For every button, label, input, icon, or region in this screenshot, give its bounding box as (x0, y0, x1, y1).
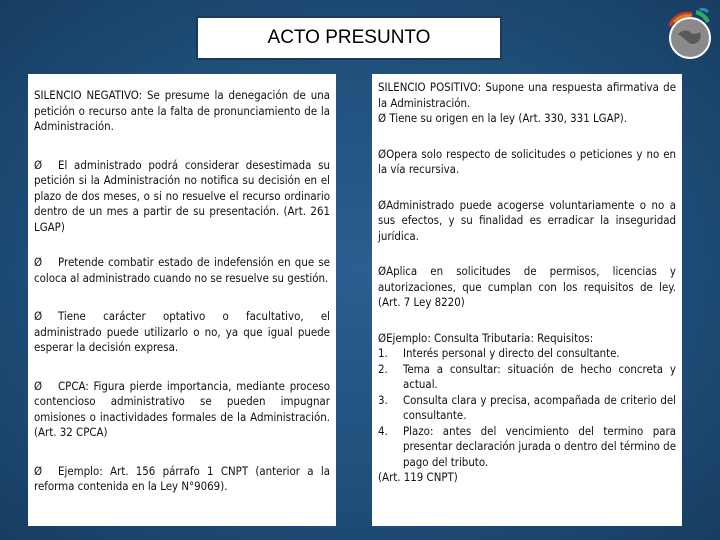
list-item: 1. Interés personal y directo del consultante. (378, 346, 620, 360)
bullet-item: Ø Ejemplo: Art. 156 párrafo 1 CNPT (anterior a la reforma contenida en la Ley N°9069). (34, 463, 330, 493)
example-heading: ØEjemplo: Consulta Tributaria: Requisitos: (378, 330, 594, 345)
bullet-arrow-icon: Ø (34, 463, 43, 478)
closing-reference: (Art. 119 CNPT) (378, 470, 458, 484)
bullet-arrow-icon: Ø (378, 146, 387, 161)
bullet-arrow-icon: Ø (34, 309, 43, 323)
bullet-arrow-icon: Ø (378, 197, 387, 212)
bullet-item: Ø Tiene carácter optativo o facultativo, el administrado puede utilizarlo o no, ya que igual puede esperar la decisión expresa. (34, 309, 330, 354)
list-item: 3. Consulta clara y precisa, acompañada de criterio del consultante. (378, 392, 676, 422)
bullet-item: ØAdministrado puede acogerse voluntariamente o no a sus efectos, y su finalidad es erradicar la inseguridad jurídica. (378, 197, 676, 243)
requirements-list (378, 346, 676, 470)
bullet-arrow-icon: Ø (378, 330, 387, 345)
page-title: ACTO PRESUNTO (196, 16, 502, 60)
bullet-arrow-icon: Ø (34, 255, 43, 269)
bullet-arrow-icon: Ø (34, 378, 43, 393)
bullet-item: Ø El administrado podrá considerar desestimada su petición si la Administración no notifica su decisión en el plazo de dos meses, o si no resuelve el recurso ordinario dentro de un mes a partir de su presentación. (Art. 261 LGAP) (34, 157, 330, 234)
bullet-item: Ø Tiene su origen en la ley (Art. 330, 331 LGAP). (378, 111, 628, 125)
bullet-item: Ø Pretende combatir estado de indefensión en que se coloca al administrado cuando no se resuelve su gestión. (34, 255, 330, 285)
bullet-item: ØOpera solo respecto de solicitudes o peticiones y no en la vía recursiva. (378, 146, 676, 176)
bullet-arrow-icon: Ø (378, 111, 387, 125)
negative-silence-panel (28, 74, 336, 526)
list-item: 4. Plazo: antes del vencimiento del termino para presentar declaración jurada o dentro del término de pago del tributo. (378, 423, 676, 469)
bullet-item: Ø CPCA: Figura pierde importancia, mediante proceso contencioso administrativo se pueden impugnar omisiones o inactividades formales de la Administración. (Art. 32 CPCA) (34, 378, 330, 439)
positive-silence-panel (372, 74, 682, 526)
list-item: 2. Tema a consultar: situación de hecho concreta y actual. (378, 361, 676, 391)
bullet-arrow-icon: Ø (378, 264, 387, 278)
positive-silence-intro: SILENCIO POSITIVO: Supone una respuesta afirmativa de la Administración. (378, 80, 676, 110)
bullet-item: ØAplica en solicitudes de permisos, licencias y autorizaciones, que cumplan con los requisitos de ley. (Art. 7 Ley 8220) (378, 264, 676, 309)
globe-logo-icon (660, 6, 716, 62)
negative-silence-intro: SILENCIO NEGATIVO: Se presume la denegación de una petición o recurso ante la falta de pronunciamiento de la Administración. (34, 88, 330, 133)
bullet-arrow-icon: Ø (34, 157, 43, 172)
